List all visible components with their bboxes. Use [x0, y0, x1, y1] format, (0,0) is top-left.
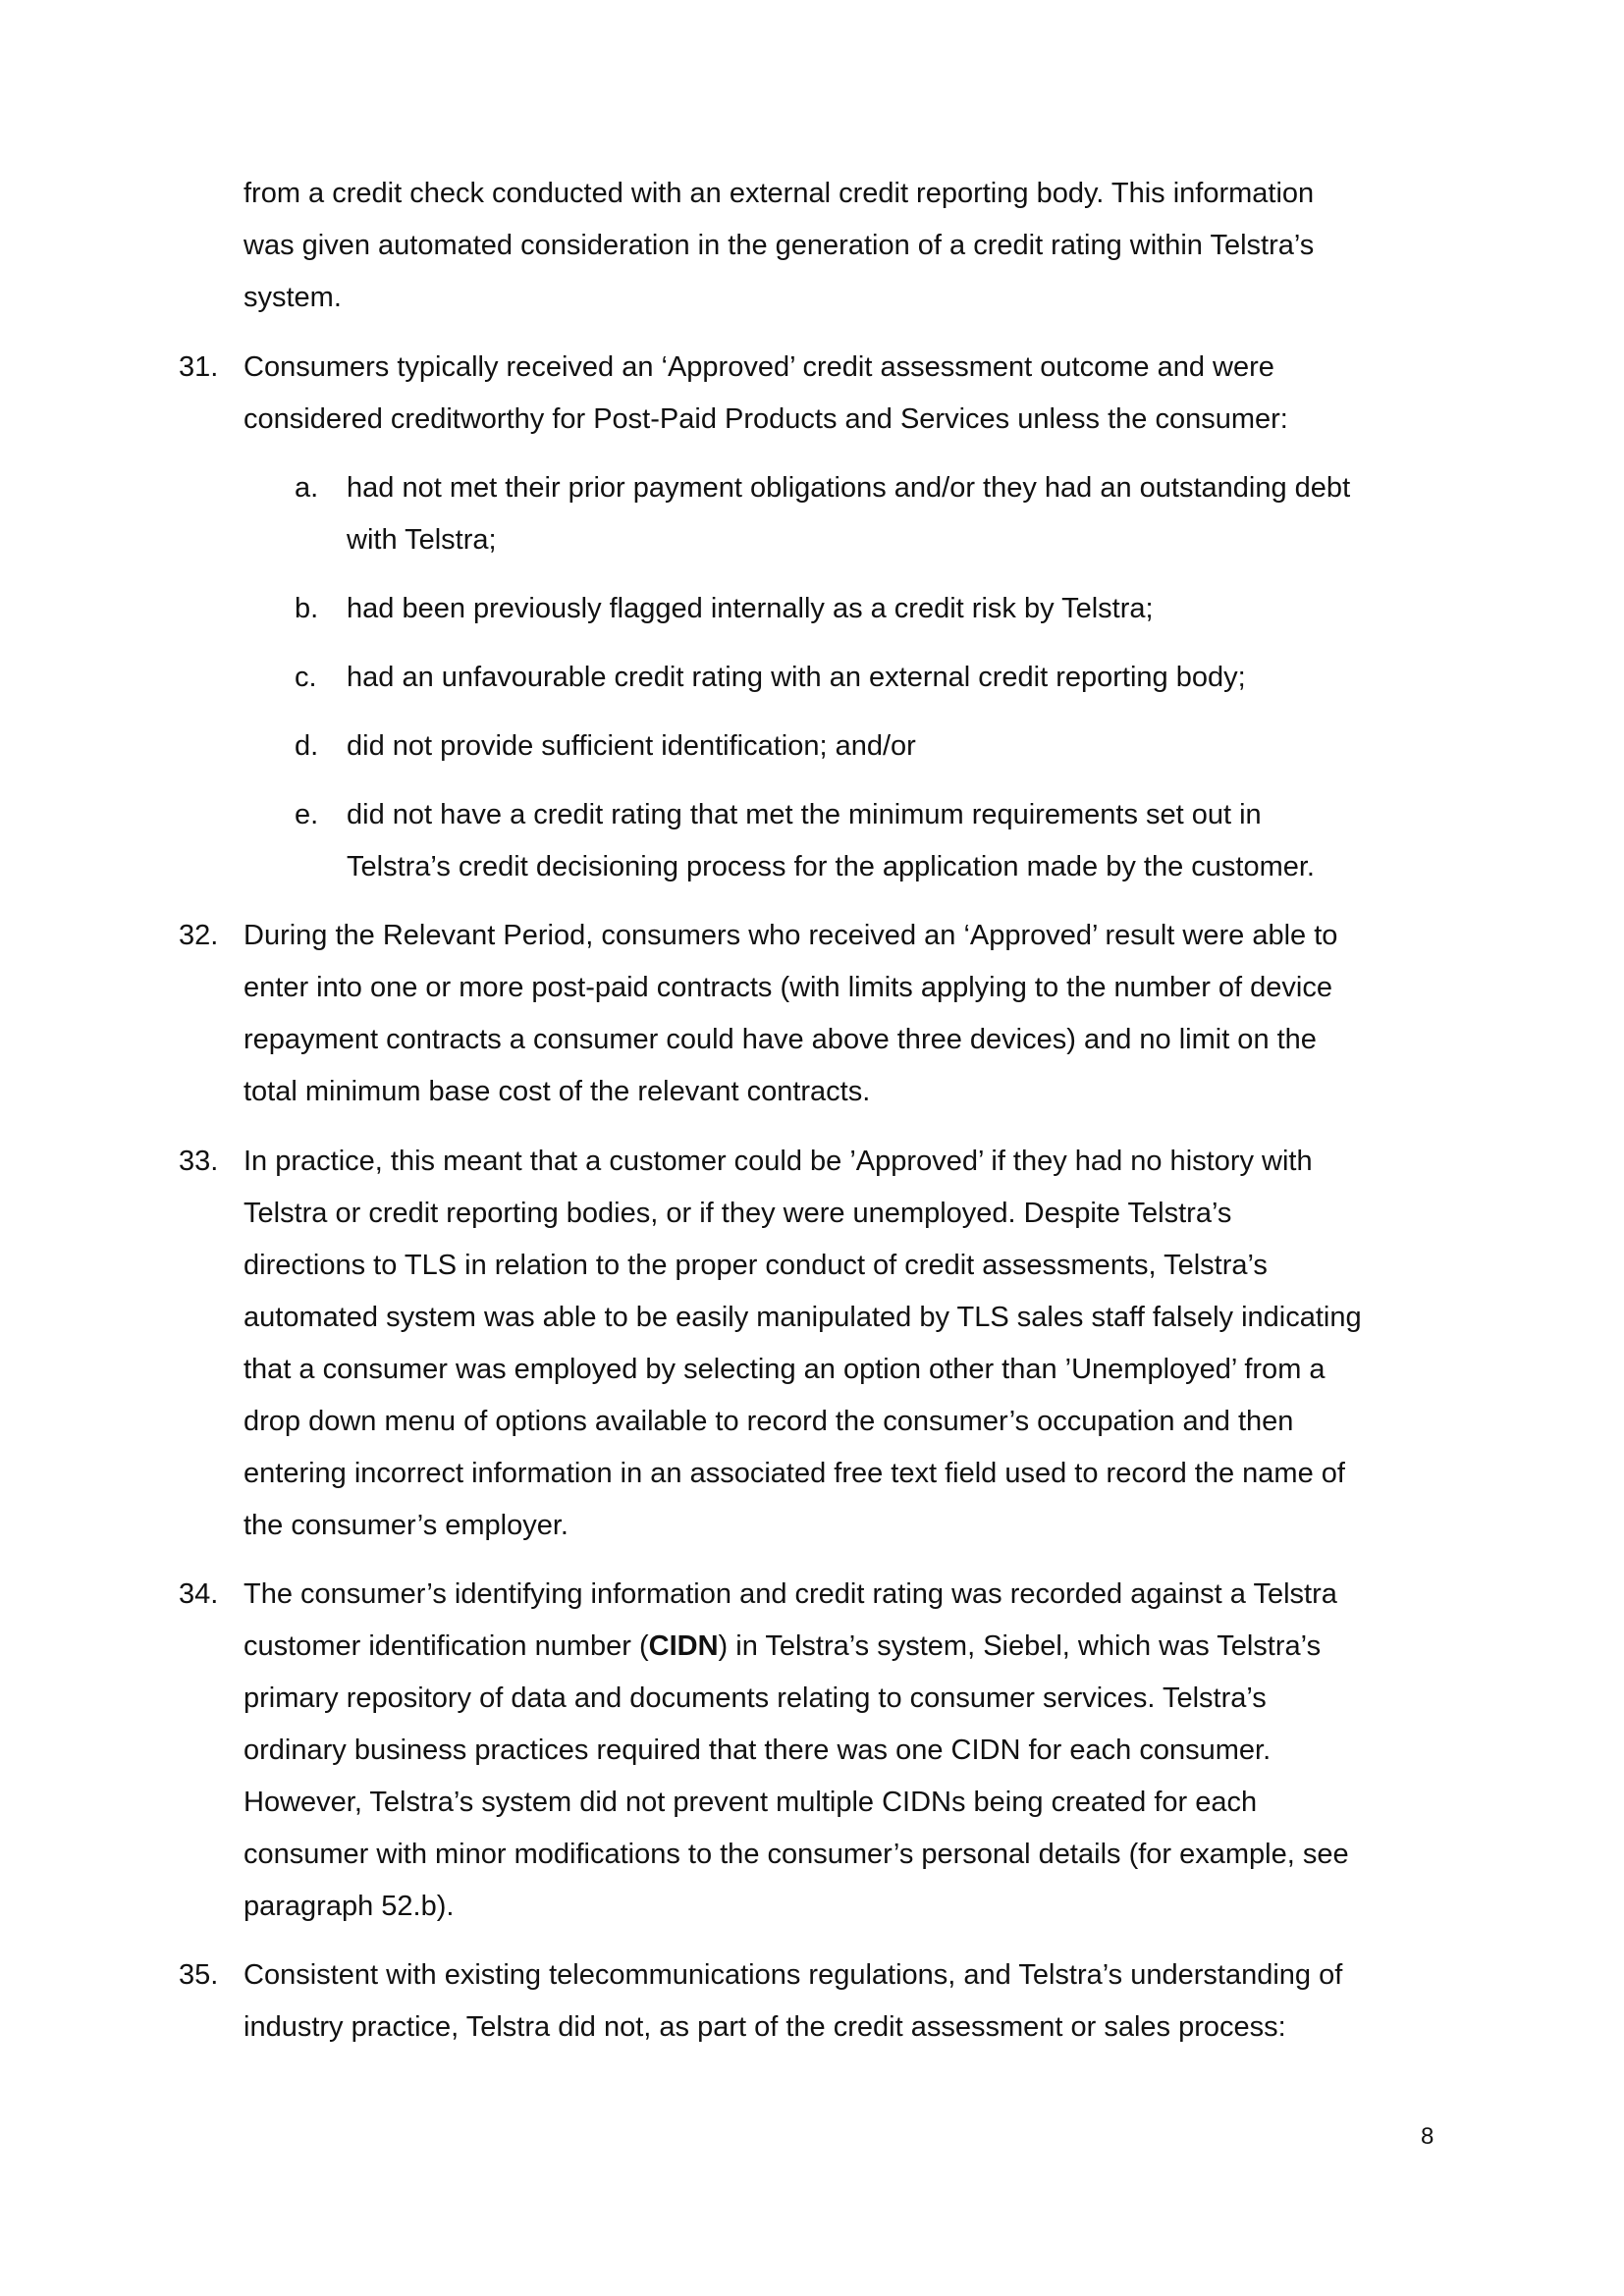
paragraph-31-number: 31.: [179, 351, 219, 383]
paragraph-33-line-8: the consumer’s employer.: [244, 1510, 568, 1541]
paragraph-33-number: 33.: [179, 1146, 219, 1177]
item-c-letter: c.: [295, 662, 317, 693]
paragraph-34-line-5: However, Telstra’s system did not prevent multiple CIDNs being created for each: [244, 1787, 1258, 1818]
paragraph-33-line-1: In practice, this meant that a customer could be ’Approved’ if they had no history with: [244, 1146, 1313, 1177]
paragraph-35-line-2: industry practice, Telstra did not, as part of the credit assessment or sales process:: [244, 2011, 1286, 2043]
paragraph-34-line-3: primary repository of data and documents relating to consumer services. Telstra’s: [244, 1682, 1267, 1714]
paragraph-35-number: 35.: [179, 1959, 219, 1991]
paragraph-33-line-2: Telstra or credit reporting bodies, or if they were unemployed. Despite Telstra’s: [244, 1198, 1232, 1229]
item-e-line-1: did not have a credit rating that met the minimum requirements set out in: [347, 799, 1262, 830]
paragraph-34-line-7: paragraph 52.b).: [244, 1891, 455, 1922]
paragraph-33-line-4: automated system was able to be easily manipulated by TLS sales staff falsely indicating: [244, 1302, 1362, 1333]
paragraph-34-line-1: The consumer’s identifying information and credit rating was recorded against a Telstra: [244, 1578, 1337, 1610]
item-b-letter: b.: [295, 593, 319, 624]
paragraph-34-line-4: ordinary business practices required that there was one CIDN for each consumer.: [244, 1735, 1272, 1766]
paragraph-33-line-7: entering incorrect information in an associated free text field used to record the name of: [244, 1458, 1345, 1489]
paragraph-34-line-2-pre: customer identification number (: [244, 1630, 649, 1662]
intro-line-3: system.: [244, 282, 342, 313]
item-c-line-1: had an unfavourable credit rating with an external credit reporting body;: [347, 662, 1246, 693]
item-d-line-1: did not provide sufficient identification; and/or: [347, 730, 916, 762]
paragraph-33-line-3: directions to TLS in relation to the proper conduct of credit assessments, Telstra’s: [244, 1250, 1268, 1281]
paragraph-32-number: 32.: [179, 920, 219, 951]
paragraph-34-number: 34.: [179, 1578, 219, 1610]
paragraph-34-line-2-post: ) in Telstra’s system, Siebel, which was Telstra’s: [718, 1630, 1322, 1662]
item-e-letter: e.: [295, 799, 319, 830]
item-a-letter: a.: [295, 472, 319, 504]
paragraph-31-line-1: Consumers typically received an ‘Approved’ credit assessment outcome and were: [244, 351, 1274, 383]
page-number: 8: [1421, 2123, 1435, 2150]
paragraph-34-line-6: consumer with minor modifications to the consumer’s personal details (for example, see: [244, 1839, 1349, 1870]
paragraph-32-line-3: repayment contracts a consumer could have above three devices) and no limit on the: [244, 1024, 1317, 1055]
cidn-defined-term: CIDN: [648, 1630, 719, 1662]
paragraph-33-line-5: that a consumer was employed by selecting an option other than ’Unemployed’ from a: [244, 1354, 1326, 1385]
paragraph-35-line-1: Consistent with existing telecommunications regulations, and Telstra’s understanding of: [244, 1959, 1343, 1991]
paragraph-31-line-2: considered creditworthy for Post-Paid Products and Services unless the consumer:: [244, 403, 1288, 435]
paragraph-32-line-1: During the Relevant Period, consumers who received an ‘Approved’ result were able to: [244, 920, 1338, 951]
item-a-line-1: had not met their prior payment obligations and/or they had an outstanding debt: [347, 472, 1351, 504]
item-a-line-2: with Telstra;: [347, 524, 497, 556]
paragraph-32-line-2: enter into one or more post-paid contracts (with limits applying to the number of device: [244, 972, 1332, 1003]
paragraph-33-line-6: drop down menu of options available to record the consumer’s occupation and then: [244, 1406, 1294, 1437]
item-d-letter: d.: [295, 730, 319, 762]
intro-line-1: from a credit check conducted with an external credit reporting body. This information: [244, 178, 1315, 209]
intro-line-2: was given automated consideration in the generation of a credit rating within Telstra’s: [244, 230, 1315, 261]
item-e-line-2: Telstra’s credit decisioning process for the application made by the customer.: [347, 851, 1315, 882]
paragraph-34-line-2: [244, 1621, 1321, 1673]
item-b-line-1: had been previously flagged internally as a credit risk by Telstra;: [347, 593, 1154, 624]
paragraph-32-line-4: total minimum base cost of the relevant contracts.: [244, 1076, 871, 1107]
